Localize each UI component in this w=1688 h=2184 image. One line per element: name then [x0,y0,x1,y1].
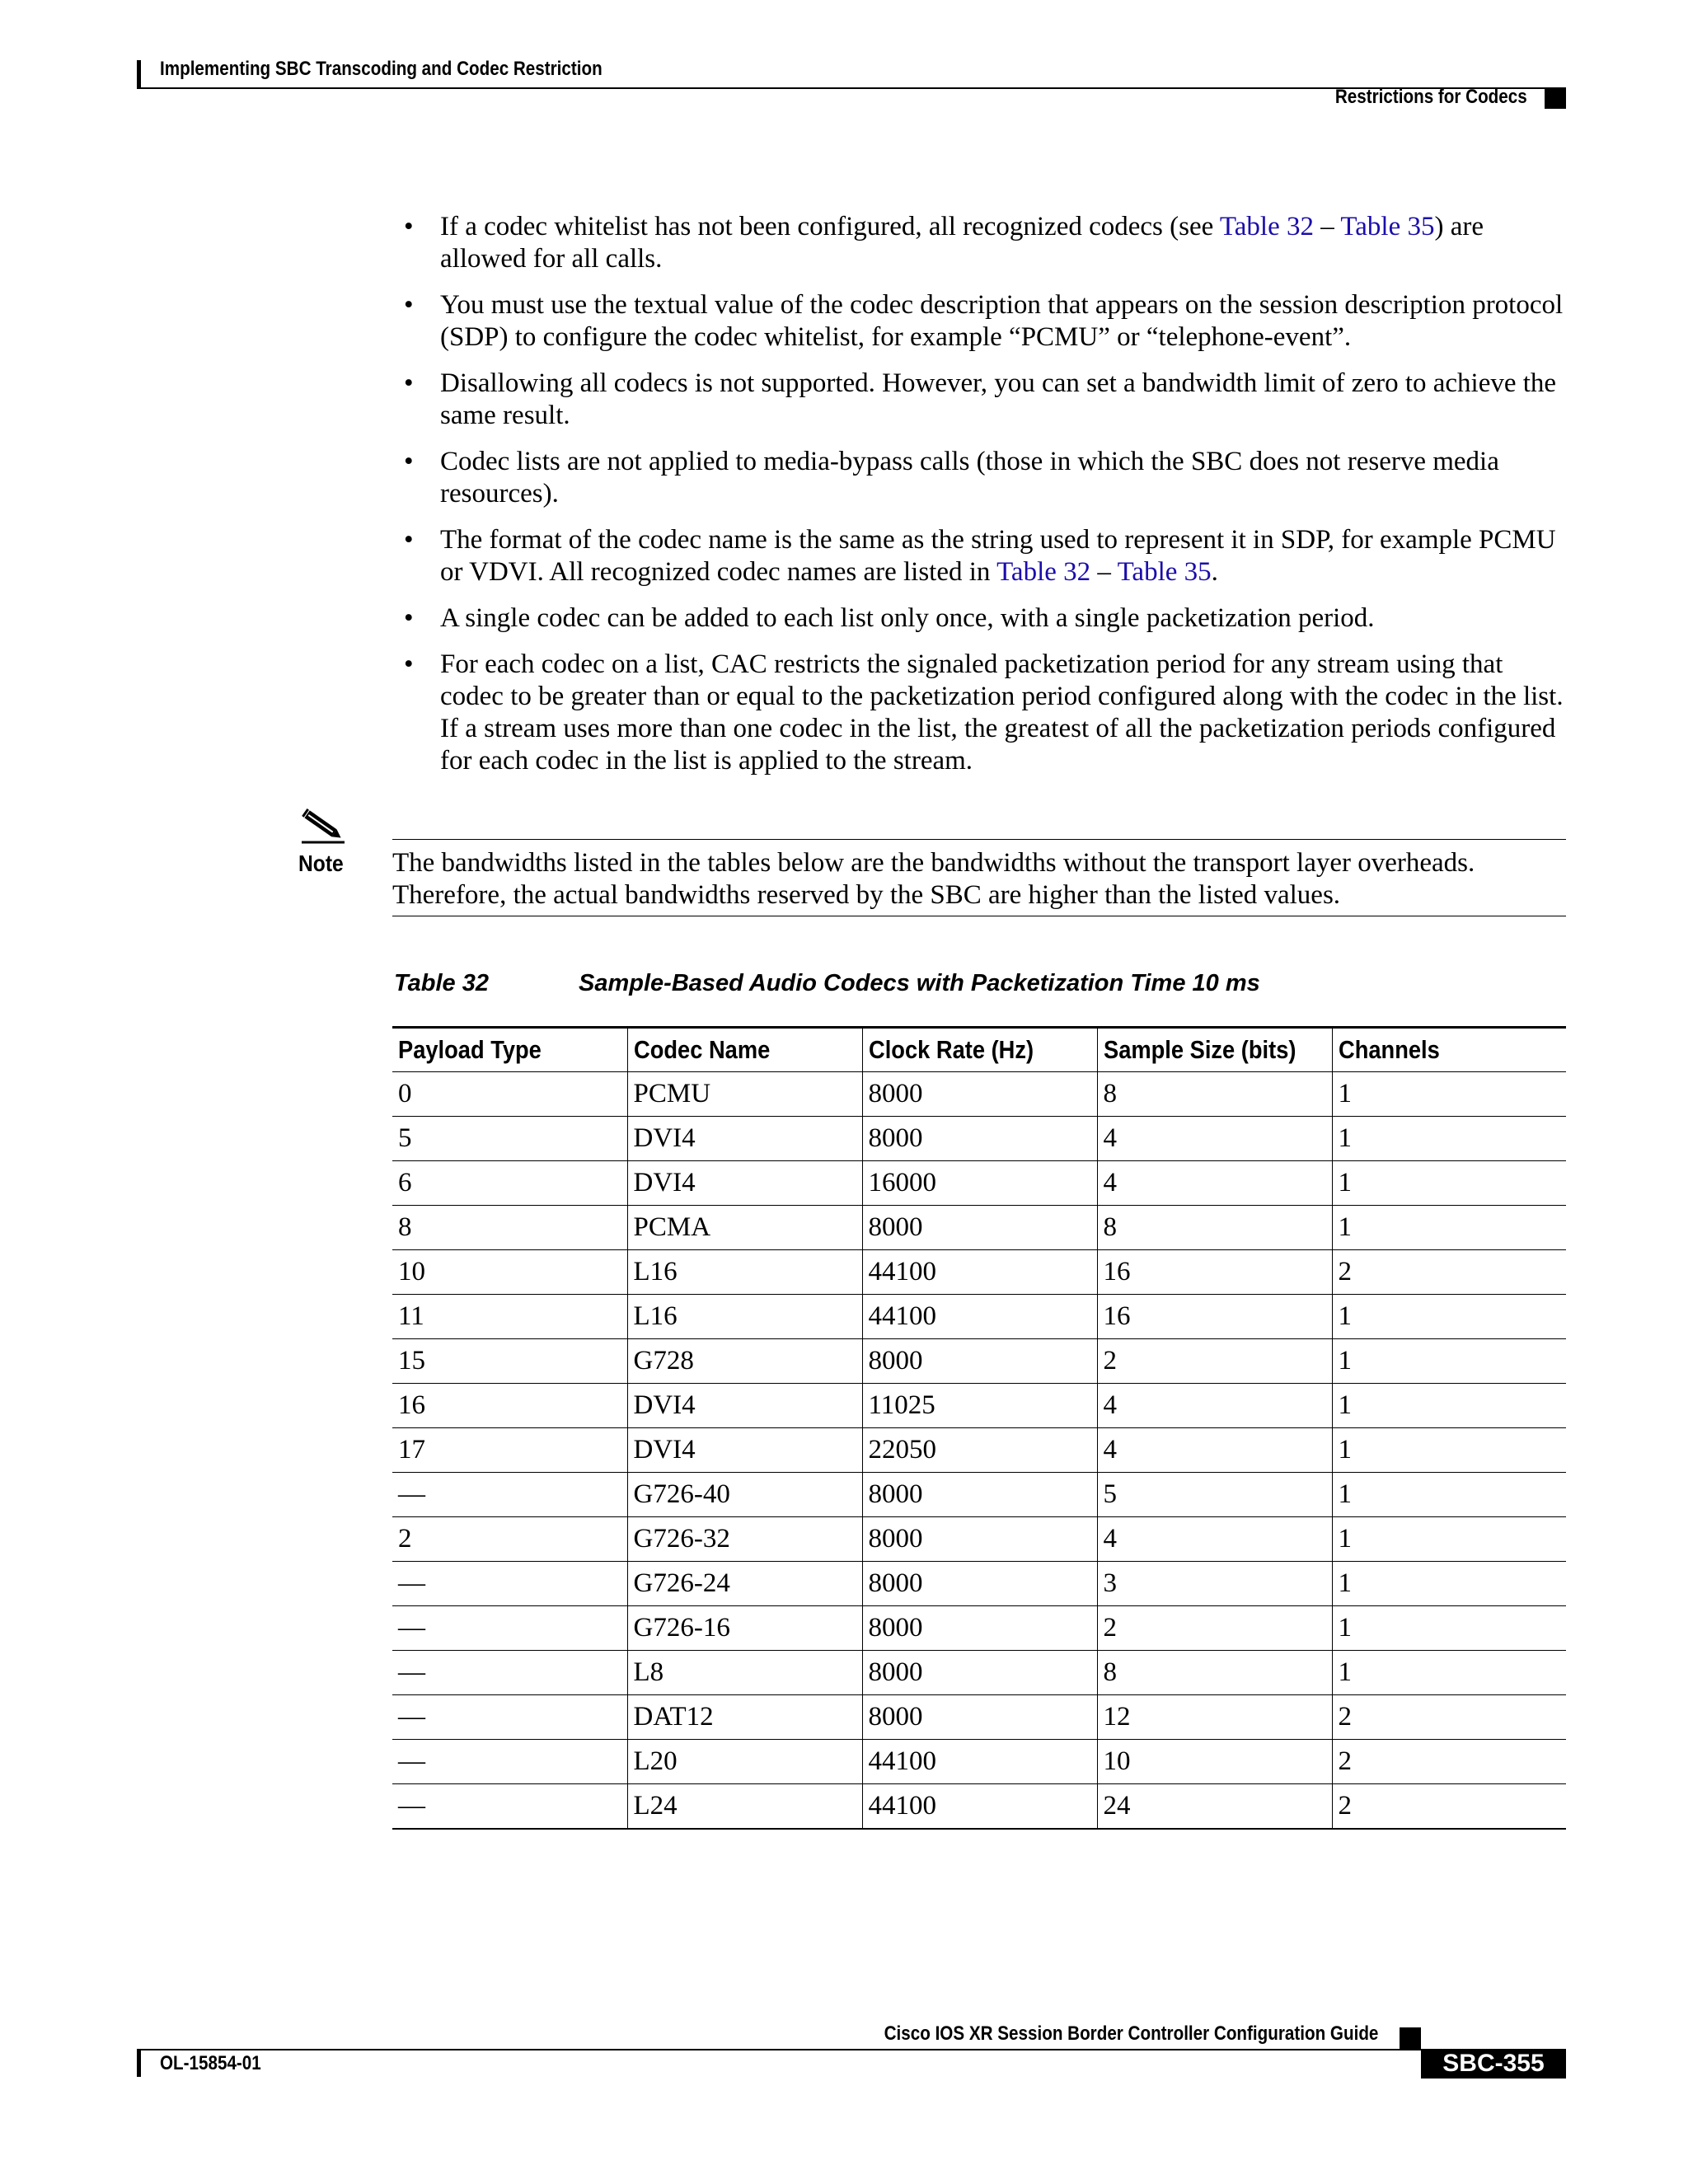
table-cell: 8000 [862,1606,1097,1651]
table-cell: 8000 [862,1072,1097,1117]
footer-rule [137,2049,1421,2050]
table-cell: 5 [1097,1473,1332,1517]
table-cell: 16 [1097,1295,1332,1339]
table-cell: 44100 [862,1250,1097,1295]
table-row [392,1384,1566,1428]
pencil-icon [298,806,348,846]
table-cell: L20 [627,1740,862,1784]
chapter-title: Implementing SBC Transcoding and Codec Restriction [160,58,603,80]
codec-table [392,1026,1566,1830]
table-xref-link[interactable]: Table 32 [996,557,1091,587]
table-cell: 2 [1097,1339,1332,1384]
table-row [392,1606,1566,1651]
table-row [392,1651,1566,1695]
table-row [392,1473,1566,1517]
table-cell: L16 [627,1295,862,1339]
table-cell: 4 [1097,1161,1332,1206]
table-cell: 2 [1332,1784,1566,1829]
table-cell: 11 [392,1295,627,1339]
table-cell: 8 [1097,1651,1332,1695]
table-cell: 8000 [862,1651,1097,1695]
table-cell: PCMA [627,1206,862,1250]
table-cell: G726-40 [627,1473,862,1517]
table-cell: 1 [1332,1161,1566,1206]
table-row [392,1295,1566,1339]
table-cell: 11025 [862,1384,1097,1428]
table-row [392,1784,1566,1829]
bullet-text: . [1211,557,1218,587]
table-cell: 4 [1097,1117,1332,1161]
table-cell: L24 [627,1784,862,1829]
table-row [392,1695,1566,1740]
header-square-marker [1545,87,1566,109]
table-cell: 4 [1097,1428,1332,1473]
table-row [392,1339,1566,1384]
table-cell: 2 [1332,1740,1566,1784]
table-cell: 8000 [862,1517,1097,1562]
bullet-text: The format of the codec name is the same as the string used to represent it in SDP, for example PCMU or VDVI. All recognized codec names are listed in [440,525,1556,587]
table-cell: L16 [627,1250,862,1295]
table-row [392,1562,1566,1606]
section-title: Restrictions for Codecs [1335,86,1527,108]
table-cell: 10 [1097,1740,1332,1784]
column-header: Clock Rate (Hz) [862,1028,1097,1072]
table-cell: 1 [1332,1206,1566,1250]
bullet-text: If a codec whitelist has not been configured, all recognized codecs (see [440,212,1220,241]
table-cell: 1 [1332,1428,1566,1473]
table-cell: 6 [392,1161,627,1206]
table-cell: DVI4 [627,1428,862,1473]
table-cell: 0 [392,1072,627,1117]
note-text: The bandwidths listed in the tables below are the bandwidths without the transport layer overheads. Therefore, the actual bandwidths reserved by the SBC are higher than the listed values. [392,848,1475,910]
table-cell: G726-24 [627,1562,862,1606]
table-row [392,1206,1566,1250]
table-cell: 10 [392,1250,627,1295]
list-item [404,368,1566,432]
table-cell: 44100 [862,1740,1097,1784]
table-cell: 24 [1097,1784,1332,1829]
table-body [392,1072,1566,1829]
footer-square-marker [1400,2027,1421,2049]
table-cell: L8 [627,1651,862,1695]
table-cell: 22050 [862,1428,1097,1473]
table-cell: 2 [1332,1695,1566,1740]
column-header: Channels [1332,1028,1566,1072]
table-cell: DVI4 [627,1161,862,1206]
table-cell: G728 [627,1339,862,1384]
table-row [392,1740,1566,1784]
bullet-text: Codec lists are not applied to media-bypass calls (those in which the SBC does not reserve media resources). [440,447,1499,509]
table-cell: 8000 [862,1206,1097,1250]
table-cell: — [392,1562,627,1606]
table-cell: 8000 [862,1339,1097,1384]
table-cell: 1 [1332,1606,1566,1651]
bullet-text: A single codec can be added to each list only once, with a single packetization period. [440,603,1375,633]
column-header: Payload Type [392,1028,627,1072]
list-item [404,289,1566,354]
table-cell: 12 [1097,1695,1332,1740]
table-xref-link[interactable]: Table 35 [1340,212,1435,241]
table-cell: 44100 [862,1295,1097,1339]
list-item [404,649,1566,777]
guide-title: Cisco IOS XR Session Border Controller Configuration Guide [884,2022,1378,2045]
table-cell: 44100 [862,1784,1097,1829]
table-row [392,1072,1566,1117]
table-cell: 16 [392,1384,627,1428]
list-item [404,446,1566,510]
doc-number: OL-15854-01 [160,2052,261,2074]
table-row [392,1517,1566,1562]
table-cell: 1 [1332,1473,1566,1517]
table-cell: G726-32 [627,1517,862,1562]
table-cell: 1 [1332,1339,1566,1384]
restrictions-list [404,211,1566,791]
table-cell: — [392,1473,627,1517]
bullet-text: – [1314,212,1341,241]
table-cell: 1 [1332,1072,1566,1117]
table-cell: 16000 [862,1161,1097,1206]
table-cell: 4 [1097,1517,1332,1562]
table-cell: 3 [1097,1562,1332,1606]
table-cell: 5 [392,1117,627,1161]
table-cell: — [392,1651,627,1695]
bullet-text: Disallowing all codecs is not supported. However, you can set a bandwidth limit of zero to achieve the same result. [440,368,1557,430]
bullet-text: – [1090,557,1118,587]
table-cell: 2 [392,1517,627,1562]
table-cell: 8000 [862,1473,1097,1517]
table-xref-link[interactable]: Table 35 [1117,557,1212,587]
table-cell: 1 [1332,1562,1566,1606]
table-cell: — [392,1784,627,1829]
bullet-text: You must use the textual value of the codec description that appears on the session description protocol (SDP) to configure the codec whitelist, for example “PCMU” or “telephone-event”. [440,290,1564,352]
table-cell: DVI4 [627,1384,862,1428]
table-cell: 8 [1097,1072,1332,1117]
table-cell: 4 [1097,1384,1332,1428]
table-cell: 16 [1097,1250,1332,1295]
table-row [392,1161,1566,1206]
bullet-text: ) are allowed for all calls. [440,212,1484,274]
table-row [392,1250,1566,1295]
table-cell: 2 [1332,1250,1566,1295]
column-header: Sample Size (bits) [1097,1028,1332,1072]
table-caption [394,970,1260,997]
list-item [404,524,1566,588]
list-item [404,602,1566,635]
table-cell: 1 [1332,1517,1566,1562]
table-cell: — [392,1606,627,1651]
table-cell: G726-16 [627,1606,862,1651]
table-cell: 1 [1332,1295,1566,1339]
table-cell: PCMU [627,1072,862,1117]
table-row [392,1117,1566,1161]
table-cell: 15 [392,1339,627,1384]
table-title: Sample-Based Audio Codecs with Packetization Time 10 ms [579,970,1260,996]
table-row [392,1428,1566,1473]
header-left-bar [137,60,141,88]
table-cell: 1 [1332,1384,1566,1428]
table-cell: 8000 [862,1695,1097,1740]
column-header: Codec Name [627,1028,862,1072]
table-cell: 8 [392,1206,627,1250]
footer-left-bar [137,2049,141,2077]
table-xref-link[interactable]: Table 32 [1219,212,1314,241]
table-cell: 17 [392,1428,627,1473]
list-item [404,211,1566,275]
bullet-text: For each codec on a list, CAC restricts the signaled packetization period for any stream using that codec to be greater than or equal to the packetization period configured along with the codec in the list. If a stream uses more than one codec in the list, the greatest of all the packetization periods configured for each codec in the list is applied to the stream. [440,649,1564,776]
table-cell: 8000 [862,1562,1097,1606]
note-label: Note [298,851,344,876]
table-cell: 1 [1332,1117,1566,1161]
table-number: Table 32 [394,970,489,996]
table-cell: DVI4 [627,1117,862,1161]
table-cell: 1 [1332,1651,1566,1695]
page-number-badge: SBC-355 [1421,2049,1566,2079]
table-cell: 2 [1097,1606,1332,1651]
table-cell: 8000 [862,1117,1097,1161]
table-cell: 8 [1097,1206,1332,1250]
table-header-row [392,1028,1566,1072]
table-cell: DAT12 [627,1695,862,1740]
note-top-rule [392,839,1566,840]
table-cell: — [392,1740,627,1784]
table-cell: — [392,1695,627,1740]
